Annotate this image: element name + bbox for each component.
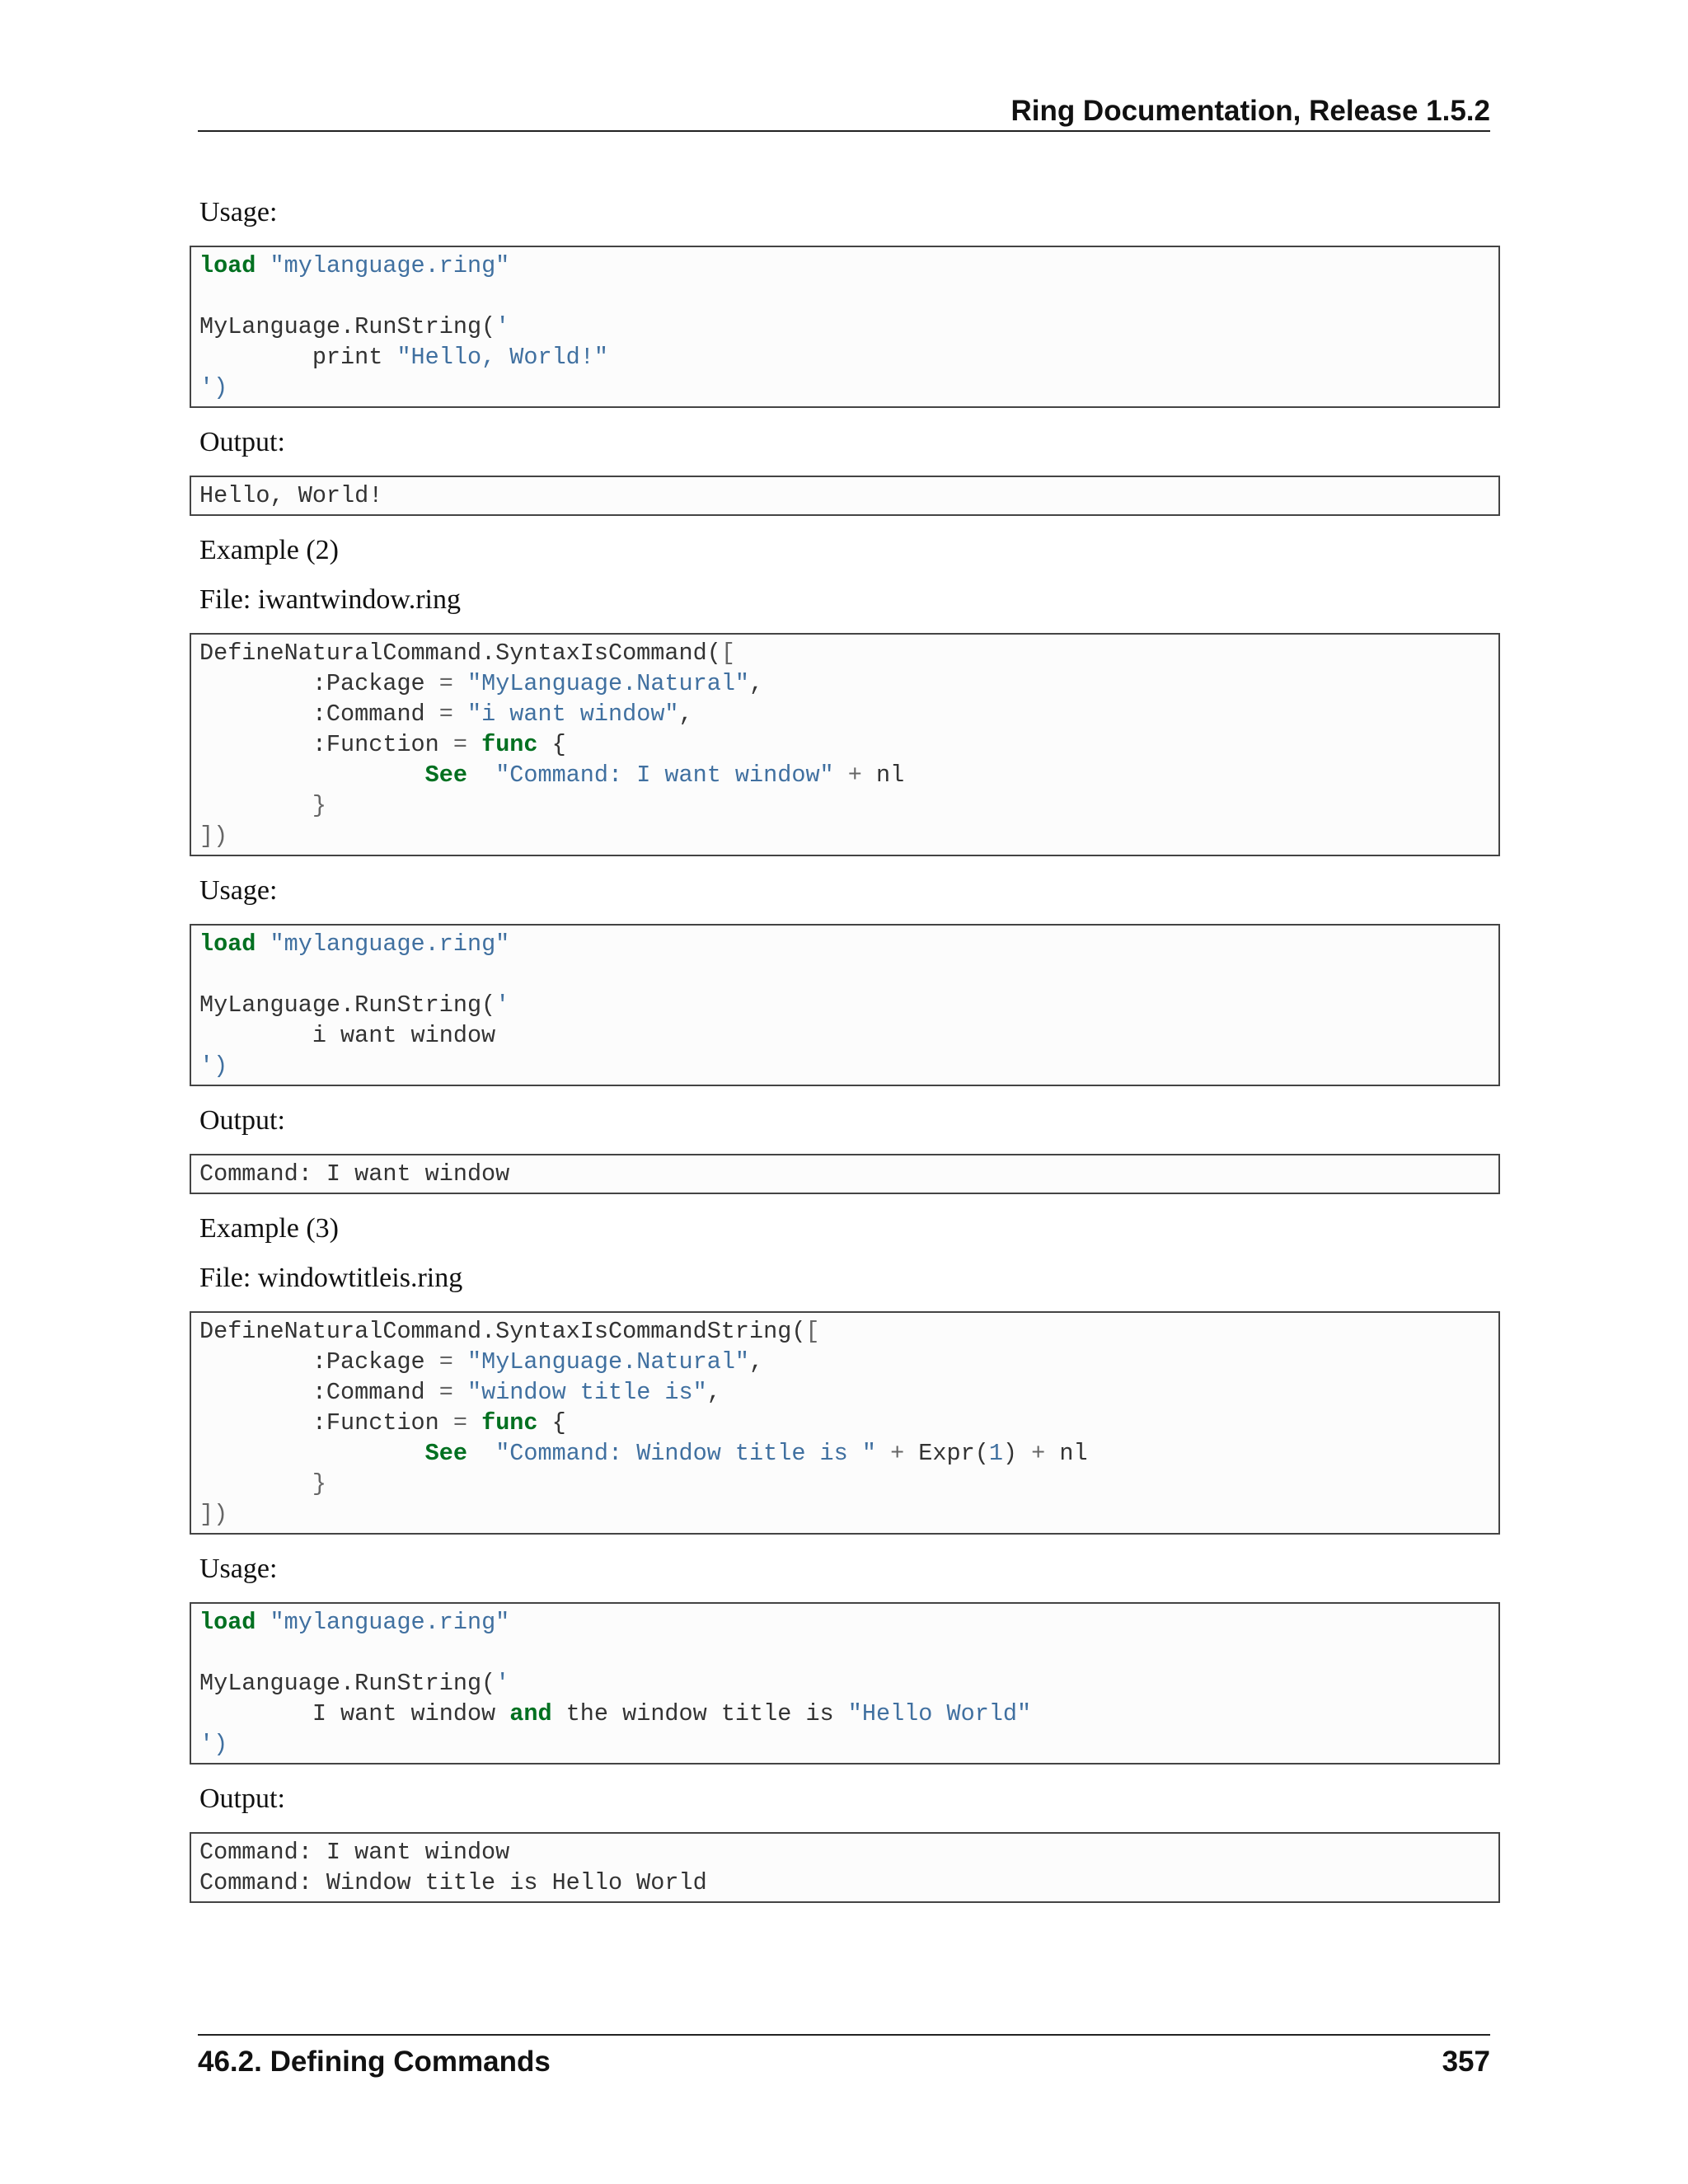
output-line: Command: I want window (199, 1160, 510, 1188)
package-value: "MyLanguage.Natural" (467, 670, 750, 697)
see-string: "Command: I want window" (495, 762, 834, 789)
expr-argument: 1 (988, 1440, 1003, 1467)
page-content (190, 196, 1500, 1921)
equals-sign: = (438, 670, 453, 697)
hello-string: "Hello, World!" (396, 344, 608, 371)
load-keyword: load (199, 252, 256, 279)
package-key: :Package (312, 670, 425, 697)
plus-operator: + (890, 1440, 905, 1467)
equals-sign: = (438, 701, 453, 728)
func-keyword: func (481, 1409, 538, 1436)
output-line: Hello, World! (199, 482, 383, 509)
package-value: "MyLanguage.Natural" (467, 1348, 750, 1376)
usage-label-1: Usage: (199, 197, 278, 227)
code-block-output-3 (190, 1832, 1500, 1903)
code-block-example-2 (190, 633, 1500, 856)
code-block-usage-1 (190, 246, 1500, 408)
code-block-usage-3 (190, 1602, 1500, 1765)
see-keyword: See (424, 762, 467, 789)
example-3-heading: Example (3) (199, 1213, 339, 1244)
example-2-filename: File: iwantwindow.ring (199, 584, 461, 615)
comma: , (749, 1348, 764, 1376)
usage-label-3: Usage: (199, 1554, 278, 1584)
and-keyword: and (509, 1700, 552, 1727)
usage-command-text: i want window (312, 1022, 496, 1049)
expr-close: ) (1002, 1440, 1018, 1467)
code-block-example-3 (190, 1311, 1500, 1535)
equals-sign: = (438, 1348, 453, 1376)
code-block-output-1 (190, 476, 1500, 516)
page-number: 357 (1442, 2046, 1490, 2078)
define-command-call: DefineNaturalCommand.SyntaxIsCommand( (199, 640, 721, 667)
load-file-string: "mylanguage.ring" (270, 252, 510, 279)
load-file-string: "mylanguage.ring" (270, 1609, 510, 1636)
comma: , (706, 1379, 721, 1406)
load-keyword: load (199, 1609, 256, 1636)
equals-sign: = (452, 731, 467, 758)
load-file-string: "mylanguage.ring" (270, 930, 510, 958)
see-string: "Command: Window title is " (495, 1440, 876, 1467)
equals-sign: = (438, 1379, 453, 1406)
quote-open: ' (495, 991, 510, 1019)
bracket-open: [ (805, 1318, 820, 1345)
section-title: 46.2. Defining Commands (198, 2046, 551, 2078)
plus-operator: + (1031, 1440, 1046, 1467)
brace-close: } (312, 1470, 326, 1497)
example-3-filename: File: windowtitleis.ring (199, 1263, 463, 1293)
package-key: :Package (312, 1348, 425, 1376)
command-key: :Command (312, 1379, 425, 1406)
document-title: Ring Documentation, Release 1.5.2 (1010, 95, 1490, 127)
brace-close: } (312, 792, 326, 819)
output-line-1: Command: I want window (199, 1839, 510, 1866)
code-block-usage-2 (190, 924, 1500, 1086)
output-label-2: Output: (199, 1105, 285, 1136)
define-command-string-call: DefineNaturalCommand.SyntaxIsCommandString( (199, 1318, 806, 1345)
command-key: :Command (312, 701, 425, 728)
page-header (198, 91, 1490, 132)
quote-open: ' (495, 1670, 510, 1697)
output-label-1: Output: (199, 427, 285, 457)
equals-sign: = (452, 1409, 467, 1436)
bracket-close: ]) (199, 1501, 228, 1528)
plus-operator: + (847, 762, 862, 789)
usage-text-part-a: I want window (312, 1700, 496, 1727)
bracket-open: [ (720, 640, 735, 667)
usage-label-2: Usage: (199, 875, 278, 906)
function-key: :Function (312, 1409, 439, 1436)
page-footer (198, 2034, 1490, 2080)
bracket-close: ]) (199, 823, 228, 850)
print-word: print (312, 344, 383, 371)
function-key: :Function (312, 731, 439, 758)
example-2-heading: Example (2) (199, 535, 339, 565)
command-value: "window title is" (467, 1379, 707, 1406)
runstring-call: MyLanguage.RunString( (199, 313, 496, 340)
quote-open: ' (495, 313, 510, 340)
output-line-2: Command: Window title is Hello World (199, 1869, 707, 1896)
quote-close: ') (199, 1731, 228, 1758)
comma: , (749, 670, 764, 697)
brace-open: { (551, 1409, 566, 1436)
output-label-3: Output: (199, 1783, 285, 1814)
quote-close: ') (199, 1052, 228, 1080)
brace-open: { (551, 731, 566, 758)
expr-call: Expr( (918, 1440, 989, 1467)
runstring-call: MyLanguage.RunString( (199, 991, 496, 1019)
command-value: "i want window" (467, 701, 679, 728)
load-keyword: load (199, 930, 256, 958)
func-keyword: func (481, 731, 538, 758)
code-block-output-2 (190, 1154, 1500, 1194)
usage-text-part-b: the window title is (565, 1700, 834, 1727)
nl-identifier: nl (875, 762, 905, 789)
nl-identifier: nl (1059, 1440, 1088, 1467)
hello-world-string: "Hello World" (847, 1700, 1032, 1727)
quote-close: ') (199, 374, 228, 401)
see-keyword: See (424, 1440, 467, 1467)
runstring-call: MyLanguage.RunString( (199, 1670, 496, 1697)
comma: , (678, 701, 693, 728)
